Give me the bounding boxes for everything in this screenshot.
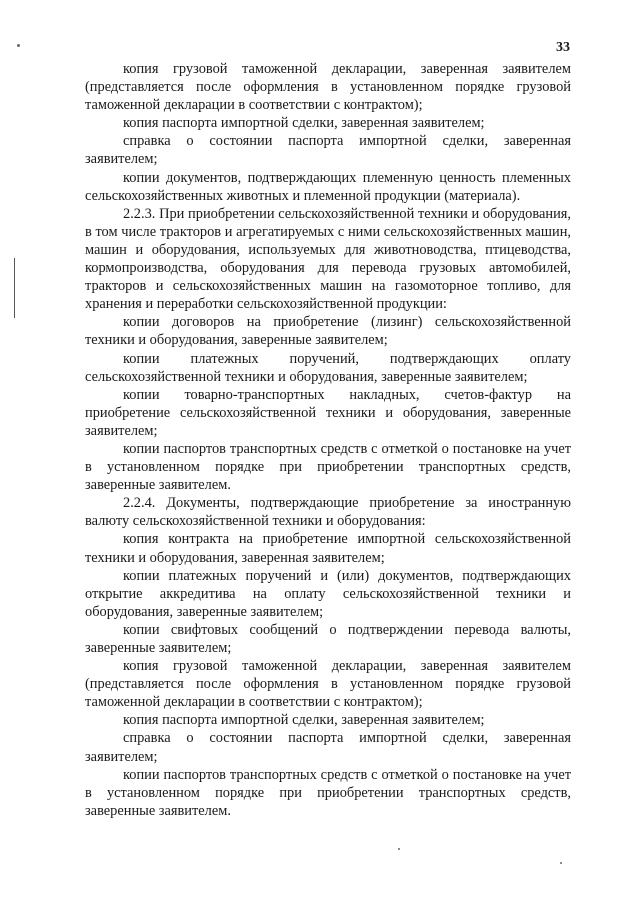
paragraph-cargo-declaration: копия грузовой таможенной декларации, заверенная заявителем (представляется после оформления в установленном порядке грузовой таможенной декларации в соответствии с контрактом); bbox=[85, 61, 571, 114]
scan-speck bbox=[17, 44, 20, 47]
section-2-2-3-heading: 2.2.3. При приобретении сельскохозяйственной техники и оборудования, в том числе тракторов и агрегатируемых с ними сельскохозяйственных машин, машин и оборудования, используемых для животноводства, птицеводства, кормопроизводства, оборудования для перевода грузовых автомобилей, тракторов и сельскохозяйственных машин на газомоторное топливо, для хранения и переработки сельскохозяйственной продукции: bbox=[85, 205, 571, 313]
scan-speck bbox=[560, 862, 562, 864]
paragraph-import-passport-status-2: справка о состоянии паспорта импортной сделки, заверенная заявителем; bbox=[85, 730, 571, 765]
paragraph-payment-letter-of-credit: копии платежных поручений и (или) документов, подтверждающих открытие аккредитива на оплату сельскохозяйственной техники и оборудования, заверенные заявителем; bbox=[85, 567, 571, 620]
margin-scan-mark bbox=[14, 258, 15, 318]
paragraph-vehicle-passports: копии паспортов транспортных средств с отметкой о постановке на учет в установленном порядке при приобретении транспортных средств, заверенные заявителем. bbox=[85, 440, 571, 494]
page-number: 33 bbox=[556, 40, 570, 55]
scan-speck bbox=[398, 848, 400, 850]
paragraph-swift-messages: копии свифтовых сообщений о подтверждении перевода валюты, заверенные заявителем; bbox=[85, 621, 571, 656]
paragraph-import-passport-copy: копия паспорта импортной сделки, заверенная заявителем; bbox=[123, 115, 485, 132]
document-body bbox=[85, 60, 571, 820]
paragraph-cargo-declaration-2: копия грузовой таможенной декларации, заверенная заявителем (представляется после оформления в установленном порядке грузовой таможенной декларации в соответствии с контрактом); bbox=[85, 658, 571, 711]
paragraph-waybills-invoices: копии товарно-транспортных накладных, счетов-фактур на приобретение сельскохозяйственной техники и оборудования, заверенные заявителем; bbox=[85, 386, 571, 439]
paragraph-payment-orders: копии платежных поручений, подтверждающих оплату сельскохозяйственной техники и оборудования, заверенные заявителем; bbox=[85, 350, 571, 385]
paragraph-import-passport-status: справка о состоянии паспорта импортной сделки, заверенная заявителем; bbox=[85, 133, 571, 168]
paragraph-leasing-contracts: копии договоров на приобретение (лизинг) сельскохозяйственной техники и оборудования, заверенные заявителем; bbox=[85, 314, 571, 349]
paragraph-import-passport-copy-2: копия паспорта импортной сделки, заверенная заявителем; bbox=[123, 712, 485, 729]
paragraph-vehicle-passports-2: копии паспортов транспортных средств с отметкой о постановке на учет в установленном порядке при приобретении транспортных средств, заверенные заявителем. bbox=[85, 766, 571, 819]
paragraph-breeding-value-docs: копии документов, подтверждающих племенную ценность племенных сельскохозяйственных животных и племенной продукции (материала). bbox=[85, 169, 571, 204]
section-2-2-4-heading: 2.2.4. Документы, подтверждающие приобретение за иностранную валюту сельскохозяйственной техники и оборудования: bbox=[85, 495, 571, 530]
paragraph-import-contract: копия контракта на приобретение импортной сельскохозяйственной техники и оборудования, заверенная заявителем; bbox=[85, 531, 571, 566]
